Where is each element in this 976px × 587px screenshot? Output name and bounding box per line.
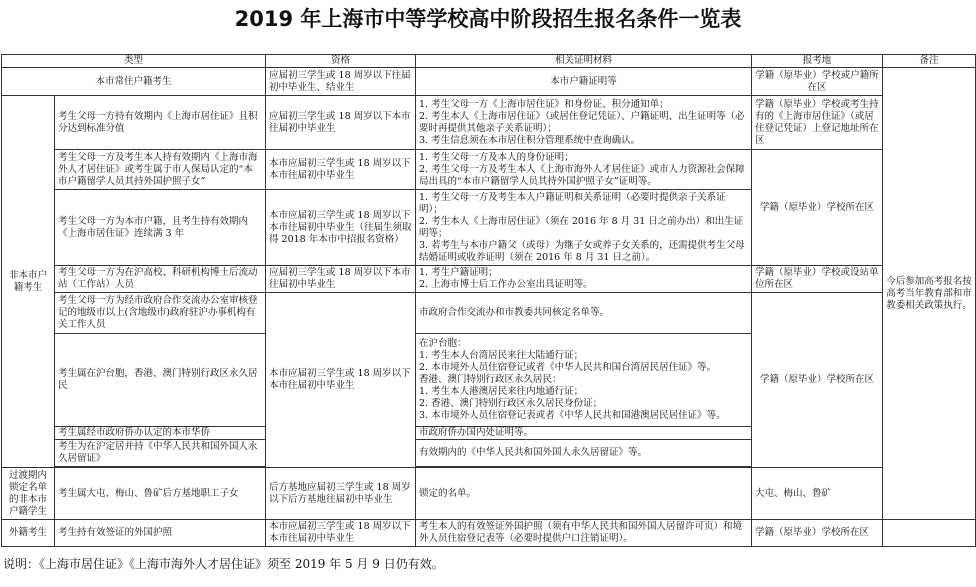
proof-line: 1. 考生户籍证明； xyxy=(419,267,498,278)
remark-cell: 今后参加高考报名按高考当年教育部和市教委相关政策执行。 xyxy=(883,68,976,520)
qualification-cell: 本市应届初三学生或 18 周岁以下本市往届初中毕业生 xyxy=(266,293,416,468)
proof-line: 在沪台胞： xyxy=(419,338,467,349)
type-cell: 本市常住户籍考生 xyxy=(2,68,266,96)
proof-line: 3. 若考生与本市户籍父（或母）为继子女或养子女关系的，还需提供考生父母结婚证明或收养证明（须在 2016 年 8 月 31 日之前）。 xyxy=(419,239,745,263)
proof-line: 3. 考生信息须在本市居住积分管理系统中查询确认。 xyxy=(419,134,641,146)
place-cell: 学籍（原毕业）学校或户籍所在区 xyxy=(752,68,883,96)
proof-cell: 锁定的名单。 xyxy=(416,468,752,520)
qualification-cell: 应届初三学生或 18 周岁以下本市往届初中毕业生 xyxy=(266,96,416,150)
type-cell: 考生父母一方及考生本人持有效期内《上海市海外人才居住证》或考生属于市人保局认定的“本市户籍留学人员其持外国护照子女” xyxy=(55,150,266,190)
remark-cell-empty xyxy=(883,520,976,547)
type-cell: 考生属经市政府侨办认定的本市华侨 xyxy=(55,427,266,440)
proof-line: 1. 考生父母一方及本人的身份证明； xyxy=(419,151,574,163)
proof-cell xyxy=(416,334,752,427)
page-title: 2019 年上海市中等学校高中阶段招生报名条件一览表 xyxy=(234,7,742,31)
table-row xyxy=(2,68,976,96)
type-cell: 考生父母一方持有效期内《上海市居住证》且积分达到标准分值 xyxy=(55,96,266,150)
header-proof: 相关证明材料 xyxy=(416,55,752,68)
proof-cell: 市政府侨办国内处证明等。 xyxy=(416,427,752,440)
place-cell: 学籍（原毕业）学校所在区 xyxy=(752,520,883,547)
type-cell: 考生父母一方为经市政府合作交流办公室审核登记的地级市以上(含地级市)政府驻沪办事机构有关工作人员 xyxy=(55,293,266,334)
table-row xyxy=(2,150,976,190)
proof-line: 1. 考生父母一方及考生本人户籍证明和关系证明（必要时提供亲子关系证明）； xyxy=(419,191,726,215)
place-cell: 学籍（原毕业）学校所在区 xyxy=(752,293,883,468)
header-qualification: 资格 xyxy=(266,55,416,68)
proof-line: 香港、澳门特别行政区永久居民： xyxy=(419,374,562,385)
type-cell: 考生父母一方为在沪高校、科研机构博士后流动站（工作站）人员 xyxy=(55,266,266,293)
group-cell: 过渡期内锁定名单的非本市户籍学生 xyxy=(2,468,55,520)
place-cell: 大屯、梅山、鲁矿 xyxy=(752,468,883,520)
qualification-cell: 本市应届初三学生或 18 周岁以下本市往届初中毕业生 xyxy=(266,150,416,190)
admission-conditions-table xyxy=(1,54,976,547)
proof-cell xyxy=(416,190,752,266)
proof-line: 1. 考生本人港澳居民来往内地通行证； xyxy=(419,386,584,397)
proof-cell xyxy=(416,96,752,150)
proof-line: 2. 香港、澳门特别行政区永久居民身份证； xyxy=(419,398,603,409)
qualification-cell: 应届初三学生或 18 周岁以下本市往届初中毕业生 xyxy=(266,266,416,293)
place-cell: 学籍（原毕业）学校或设站单位所在区 xyxy=(752,266,883,293)
proof-line: 2. 考生父母一方及考生本人《上海市海外人才居住证》或市人力资源社会保障局出具的“本市户籍留学人员其持外国护照子女”证明等。 xyxy=(419,163,745,187)
type-cell: 考生为在沪定居并持《中华人民共和国外国人永久居留证》 xyxy=(55,440,266,467)
proof-line: 2. 上海市博士后工作办公室出具证明等。 xyxy=(419,279,593,290)
header-row xyxy=(2,55,976,68)
type-cell: 考生属大屯、梅山、鲁矿后方基地职工子女 xyxy=(55,468,266,520)
table-row xyxy=(2,468,976,520)
footnote: 说明：《上海市居住证》《上海市海外人才居住证》须至 2019 年 5 月 9 日仍有效。 xyxy=(3,557,444,571)
type-cell: 考生持有效签证的外国护照 xyxy=(55,520,266,547)
header-place: 报考地 xyxy=(752,55,883,68)
qualification-cell: 本市应届初三学生或 18 周岁以下本市往届初中毕业生（往届生须取得 2018 年本市中招报名资格） xyxy=(266,190,416,266)
table-row xyxy=(2,520,976,547)
table-row xyxy=(2,293,976,334)
proof-cell xyxy=(416,150,752,190)
proof-line: 2. 本市境外人员住宿登记或者《中华人民共和国台湾居民居住证》等。 xyxy=(419,362,717,373)
place-cell: 学籍（原毕业）学校所在区 xyxy=(752,150,883,266)
group-cell: 非本市户籍考生 xyxy=(2,96,55,468)
proof-line: 1. 考生父母一方《上海市居住证》和身份证、积分通知单； xyxy=(419,98,669,110)
type-cell: 考生父母一方为本市户籍，且考生持有效期内《上海市居住证》连续满 3 年 xyxy=(55,190,266,266)
proof-line: 2. 考生本人《上海市居住证》（或居住登记凭证）、户籍证明、出生证明等（必要时再提供其他亲子关系证明）； xyxy=(419,110,745,134)
table-row xyxy=(2,266,976,293)
qualification-cell: 后方基地应届初三学生或 18 周岁以下后方基地往届初中毕业生 xyxy=(266,468,416,520)
header-remark: 备注 xyxy=(883,55,976,68)
proof-line: 1. 考生本人台湾居民来往大陆通行证； xyxy=(419,350,584,361)
qualification-cell: 本市应届初三学生或 18 周岁以下本市往届初中毕业生 xyxy=(266,520,416,547)
proof-cell xyxy=(416,266,752,293)
header-type: 类型 xyxy=(2,55,266,68)
qualification-cell: 应届初三学生或 18 周岁以下往届初中毕业生、结业生 xyxy=(266,68,416,96)
table-row xyxy=(2,96,976,150)
proof-cell: 考生本人的有效签证外国护照（须有中华人民共和国外国人居留许可页）和境外人员住宿登记表等（必要时提供户口注销证明）。 xyxy=(416,520,752,547)
proof-cell: 市政府合作交流办和市教委共同核定名单等。 xyxy=(416,293,752,334)
proof-line: 3. 本市境外人员住宿登记表或者《中华人民共和国港澳居民居住证》等。 xyxy=(419,410,726,421)
group-cell: 外籍考生 xyxy=(2,520,55,547)
proof-cell: 本市户籍证明等 xyxy=(416,68,752,96)
place-cell: 学籍（原毕业）学校或考生持有的《上海市居住证》（或居住登记凭证）上登记地址所在区 xyxy=(752,96,883,150)
type-cell: 考生属在沪台胞，香港、澳门特别行政区永久居民 xyxy=(55,334,266,427)
proof-line: 2. 考生本人《上海市居住证》（须在 2016 年 8 月 31 日之前办出）和出生证明等； xyxy=(419,215,744,239)
proof-cell: 有效期内的《中华人民共和国外国人永久居留证》等。 xyxy=(416,440,752,467)
